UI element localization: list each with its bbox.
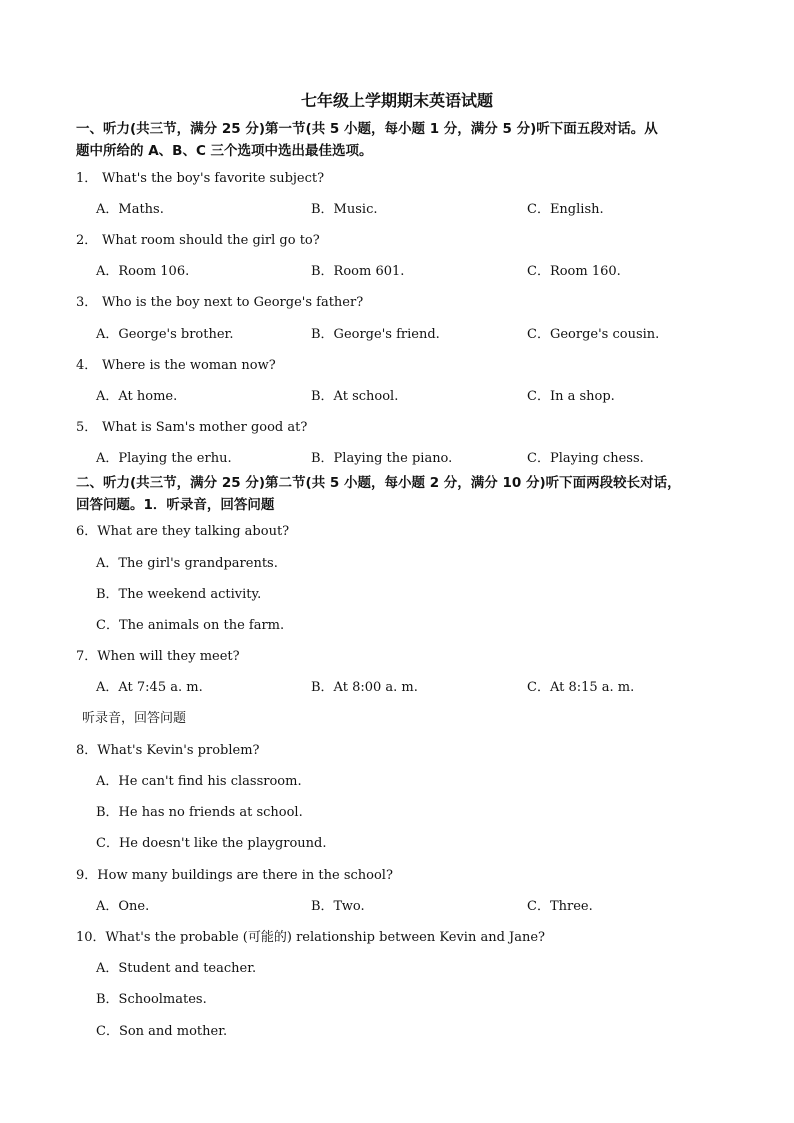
option-b: B．Schoolmates. xyxy=(96,992,207,1007)
question-text: When will they meet? xyxy=(97,649,240,664)
question-text: Where is the woman now? xyxy=(102,358,276,373)
option-a: A．One. xyxy=(96,899,150,914)
question-7 xyxy=(76,645,240,664)
question-number: 10． xyxy=(76,930,106,945)
section-2-heading xyxy=(76,472,766,516)
question-text: What is Sam's mother good at? xyxy=(102,420,308,435)
option-a: A．Room 106. xyxy=(96,264,190,279)
question-number: 8． xyxy=(76,743,98,758)
option-c: C．The animals on the farm. xyxy=(96,618,285,633)
question-4 xyxy=(76,354,276,373)
question-number: 5． xyxy=(76,420,98,435)
option-a: A．Student and teacher. xyxy=(96,961,257,976)
question-text: What's the probable (可能的) relationship between Kevin and Jane? xyxy=(105,930,546,945)
section-2-line-1: 二、听力(共三节，满分 25 分)第二节(共 5 小题，每小题 2 分，满分 10 分)听下面两段较长对话， xyxy=(76,475,681,491)
option-b: B．George's friend. xyxy=(311,327,440,342)
option-c: C．George's cousin. xyxy=(527,327,660,342)
question-5 xyxy=(76,416,307,435)
listening-instruction: 听录音，回答问题 xyxy=(82,711,187,726)
question-number: 6． xyxy=(76,524,98,539)
page-title: 七年级上学期期末英语试题 xyxy=(300,91,493,110)
question-9 xyxy=(76,864,393,883)
section-2-line-2: 回答问题。1．听录音，回答问题 xyxy=(76,497,275,513)
question-number: 9． xyxy=(76,868,98,883)
option-b: B．He has no friends at school. xyxy=(96,805,303,820)
section-1-heading xyxy=(76,118,766,162)
question-2 xyxy=(76,229,320,248)
question-number: 1． xyxy=(76,171,98,186)
option-c: C．In a shop. xyxy=(527,389,615,404)
option-c: C．Son and mother. xyxy=(96,1024,228,1039)
option-b: B．At 8:00 a. m. xyxy=(311,680,418,695)
question-number: 2． xyxy=(76,233,98,248)
question-number: 7． xyxy=(76,649,98,664)
option-a: A．Playing the erhu. xyxy=(96,451,232,466)
section-1-line-2: 题中所给的 A、B、C 三个选项中选出最佳选项。 xyxy=(76,143,373,159)
option-a: A．Maths. xyxy=(96,202,164,217)
question-text: How many buildings are there in the school? xyxy=(97,868,393,883)
section-1-line-1: 一、听力(共三节，满分 25 分)第一节(共 5 小题，每小题 1 分，满分 5 分)听下面五段对话。从 xyxy=(76,121,658,137)
option-c: C．At 8:15 a. m. xyxy=(527,680,635,695)
option-b: B．Room 601. xyxy=(311,264,405,279)
option-c: C．Three. xyxy=(527,899,593,914)
option-b: B．The weekend activity. xyxy=(96,587,262,602)
question-1 xyxy=(76,167,324,186)
option-a: A．He can't find his classroom. xyxy=(96,774,302,789)
option-a: A．The girl's grandparents. xyxy=(96,556,278,571)
option-b: B．Music. xyxy=(311,202,378,217)
question-10 xyxy=(76,926,545,945)
option-c: C．He doesn't like the playground. xyxy=(96,836,327,851)
question-8 xyxy=(76,739,260,758)
option-b: B．Playing the piano. xyxy=(311,451,453,466)
option-b: B．At school. xyxy=(311,389,399,404)
question-6 xyxy=(76,520,289,539)
option-a: A．At home. xyxy=(96,389,178,404)
question-text: What's Kevin's problem? xyxy=(97,743,260,758)
option-c: C．Playing chess. xyxy=(527,451,644,466)
option-b: B．Two. xyxy=(311,899,365,914)
question-number: 3． xyxy=(76,295,98,310)
option-c: C．English. xyxy=(527,202,604,217)
question-number: 4． xyxy=(76,358,98,373)
question-text: What are they talking about? xyxy=(97,524,290,539)
option-a: A．At 7:45 a. m. xyxy=(96,680,203,695)
option-a: A．George's brother. xyxy=(96,327,234,342)
question-text: What's the boy's favorite subject? xyxy=(102,171,325,186)
question-text: What room should the girl go to? xyxy=(102,233,320,248)
question-text: Who is the boy next to George's father? xyxy=(102,295,364,310)
option-c: C．Room 160. xyxy=(527,264,621,279)
question-3 xyxy=(76,291,363,310)
